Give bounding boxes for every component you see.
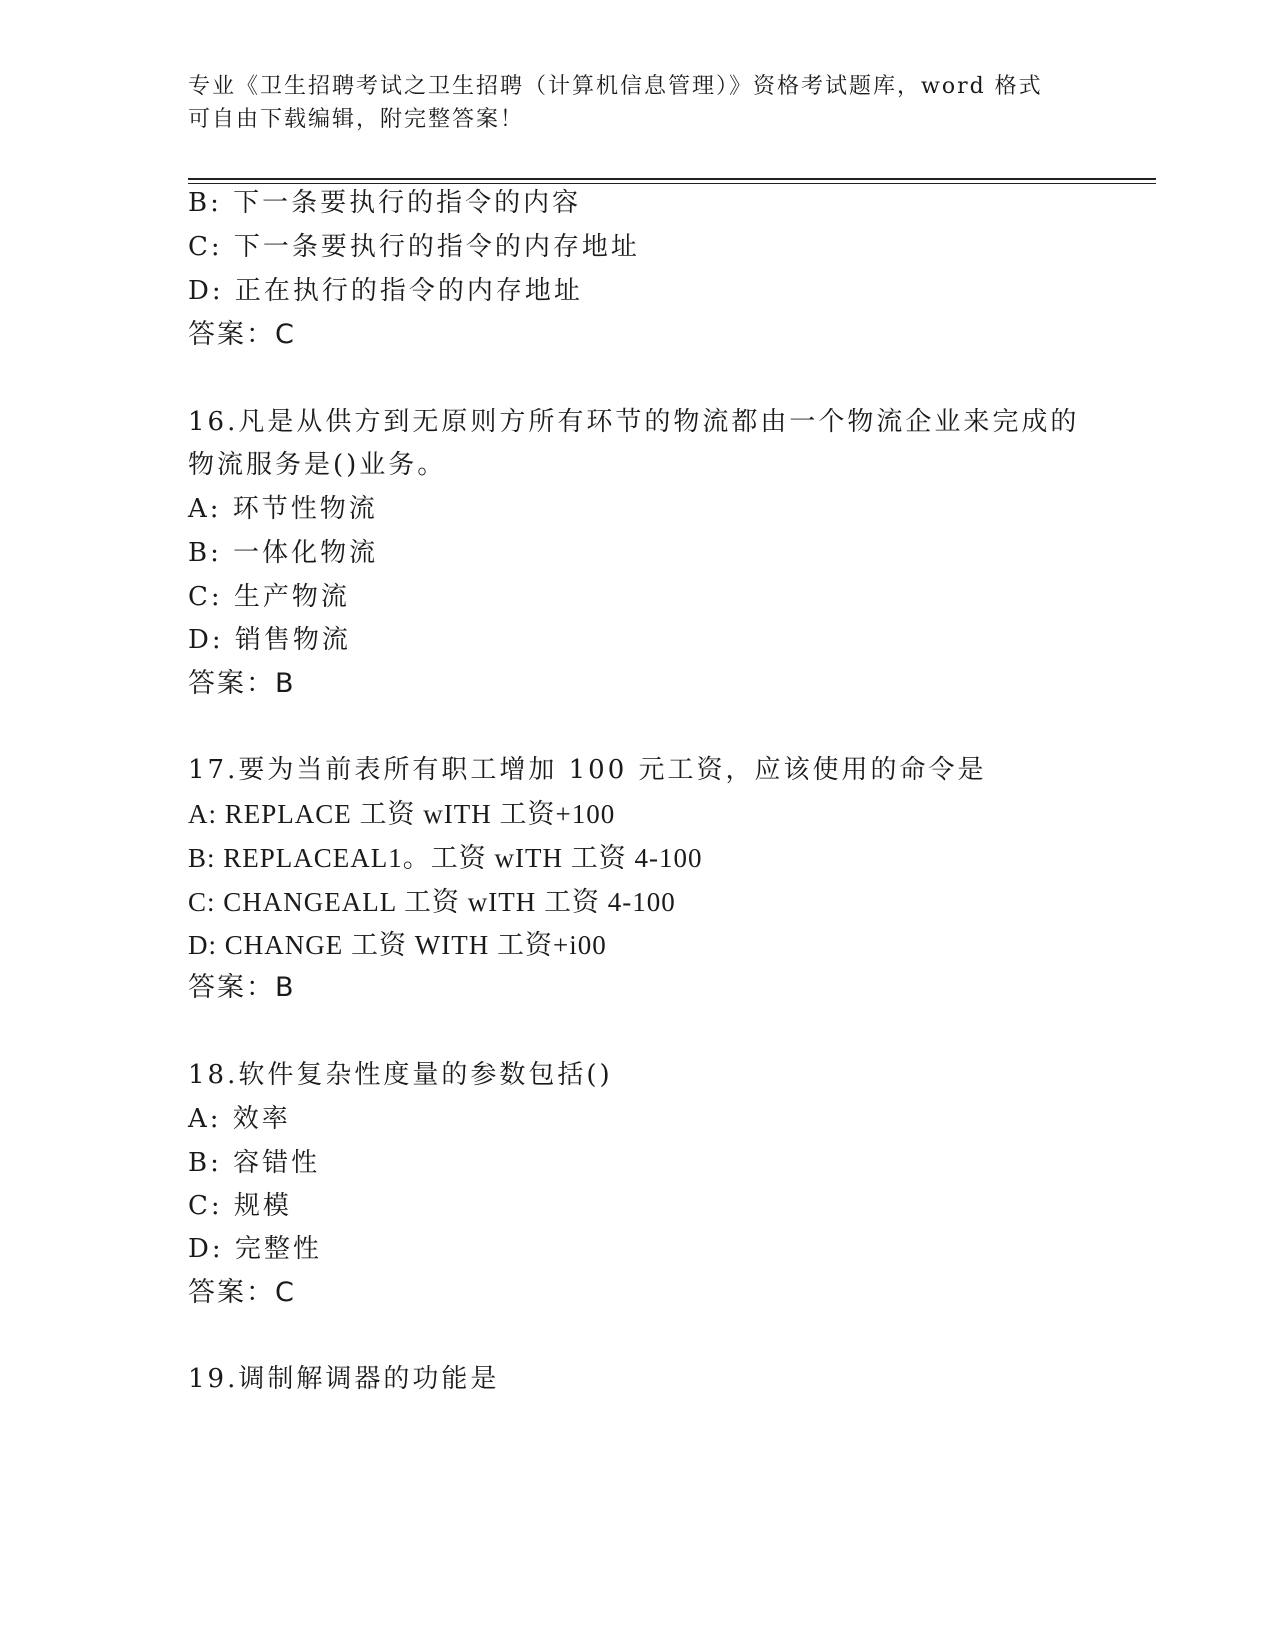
q17-answer: 答案：B	[188, 972, 296, 1003]
q17-option-a: A: REPLACE 工资 wITH 工资+100	[188, 799, 616, 829]
q19-stem: 19.调制解调器的功能是	[188, 1364, 500, 1394]
q18-option-b: B: 容错性	[188, 1148, 321, 1178]
q16-stem-line-2: 物流服务是()业务。	[188, 450, 447, 480]
document-header	[188, 70, 1088, 136]
q18-option-d: D: 完整性	[188, 1234, 322, 1264]
q18-option-c: C: 规模	[188, 1191, 292, 1221]
header-line-1: 专业《卫生招聘考试之卫生招聘（计算机信息管理）》资格考试题库，word 格式	[188, 74, 1043, 99]
q17-option-c: C: CHANGEALL 工资 wITH 工资 4-100	[188, 887, 676, 917]
header-rule-thin	[188, 183, 1156, 184]
q17-option-b: B: REPLACEAL1。工资 wITH 工资 4-100	[188, 843, 703, 873]
header-rule-thick	[188, 178, 1156, 180]
header-line-2: 可自由下载编辑，附完整答案！	[188, 107, 525, 132]
q15-option-c: C: 下一条要执行的指令的内存地址	[188, 232, 640, 262]
q16-answer: 答案：B	[188, 668, 296, 699]
q17-option-d: D: CHANGE 工资 WITH 工资+i00	[188, 930, 607, 960]
q18-option-a: A: 效率	[188, 1104, 291, 1134]
q18-stem: 18.软件复杂性度量的参数包括()	[188, 1060, 613, 1090]
q16-option-c: C: 生产物流	[188, 582, 350, 612]
q16-option-b: B: 一体化物流	[188, 538, 379, 568]
q15-option-b: B: 下一条要执行的指令的内容	[188, 188, 582, 218]
q17-stem: 17.要为当前表所有职工增加 100 元工资，应该使用的命令是	[188, 755, 987, 785]
q15-answer: 答案：C	[188, 319, 296, 350]
q16-option-a: A: 环节性物流	[188, 494, 378, 524]
q16-option-d: D: 销售物流	[188, 625, 351, 655]
q15-option-d: D: 正在执行的指令的内存地址	[188, 276, 583, 306]
q18-answer: 答案：C	[188, 1277, 296, 1308]
q16-stem-line-1: 16.凡是从供方到无原则方所有环节的物流都由一个物流企业来完成的	[188, 407, 1080, 437]
